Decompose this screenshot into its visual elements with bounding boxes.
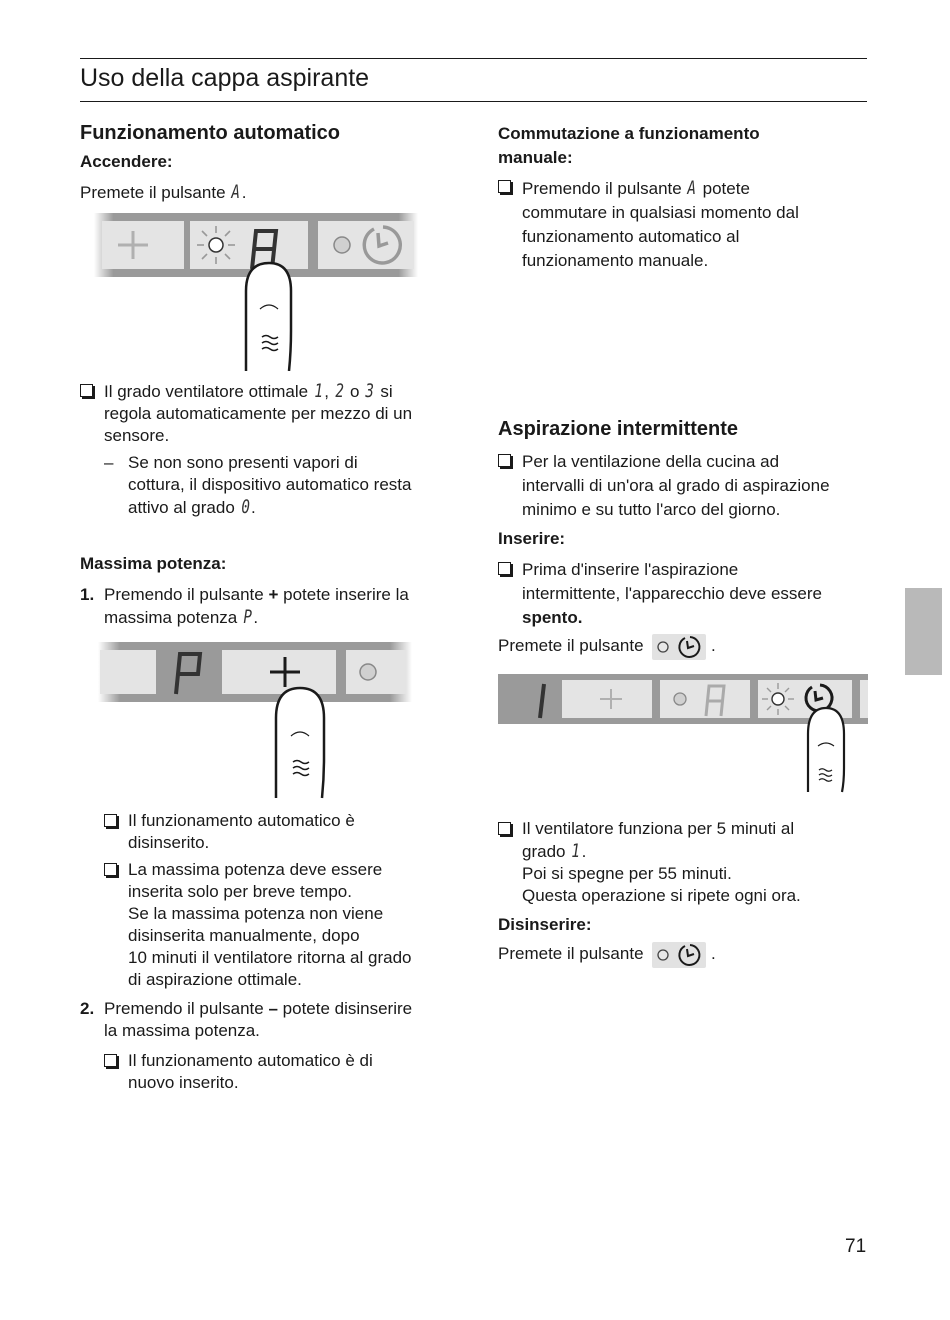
- checkbox-bullet-icon: [104, 1054, 117, 1067]
- inserire-press-instruction: Premete il pulsante .: [498, 632, 716, 660]
- auto-button: [190, 221, 308, 269]
- accendere-label: Accendere:: [80, 152, 173, 171]
- title-rule: [80, 101, 867, 102]
- led-icon: [772, 693, 784, 705]
- left-button: [100, 650, 156, 694]
- timer-button-icon: [652, 942, 706, 968]
- side-tab-marker: [905, 588, 942, 675]
- led-off-icon: [334, 237, 350, 253]
- timer-button-icon: [652, 634, 706, 660]
- press-button-instruction: Premete il pulsante A.: [80, 181, 247, 203]
- step-2: 2. Premendo il pulsante – potete disinserire la massima potenza.: [80, 999, 413, 1040]
- auto-dash-item: – Se non sono presenti vapori di cottura, il dispositivo automatico resta attivo al grado 0.: [104, 453, 412, 518]
- step-1: 1. Premendo il pulsante + potete inserire la massima potenza P.: [80, 585, 409, 628]
- inserire-label: Inserire:: [498, 529, 566, 548]
- control-panel-boost-illustration: [98, 640, 412, 800]
- control-panel-auto-illustration: [94, 211, 418, 371]
- checkbox-bullet-icon: [498, 454, 511, 467]
- disinserire-press-instruction: Premete il pulsante .: [498, 940, 716, 968]
- top-rule: [80, 58, 867, 59]
- led-off-icon: [674, 693, 686, 705]
- control-panel-timer-illustration: [498, 672, 868, 796]
- finger-icon: [246, 263, 291, 371]
- finger-icon: [808, 708, 844, 792]
- segment-A-icon: A: [231, 181, 241, 203]
- checkbox-bullet-icon: [498, 562, 511, 575]
- section-heading-auto: Funzionamento automatico: [80, 122, 340, 144]
- disinserire-label: Disinserire:: [498, 915, 592, 934]
- led-off-icon: [360, 664, 376, 680]
- checkbox-bullet-icon: [498, 822, 511, 835]
- commutazione-heading: Commutazione a funzionamento manuale:: [498, 124, 760, 167]
- led-icon: [209, 238, 223, 252]
- checkbox-bullet-icon: [104, 814, 117, 827]
- section-heading-intermittent: Aspirazione intermittente: [498, 418, 739, 440]
- checkbox-bullet-icon: [498, 180, 511, 193]
- page-number: 71: [845, 1236, 867, 1257]
- massima-potenza-label: Massima potenza:: [80, 554, 227, 573]
- checkbox-bullet-icon: [104, 863, 117, 876]
- page-title: Uso della cappa aspirante: [80, 64, 370, 92]
- checkbox-bullet-icon: [80, 384, 93, 397]
- finger-icon: [276, 688, 324, 798]
